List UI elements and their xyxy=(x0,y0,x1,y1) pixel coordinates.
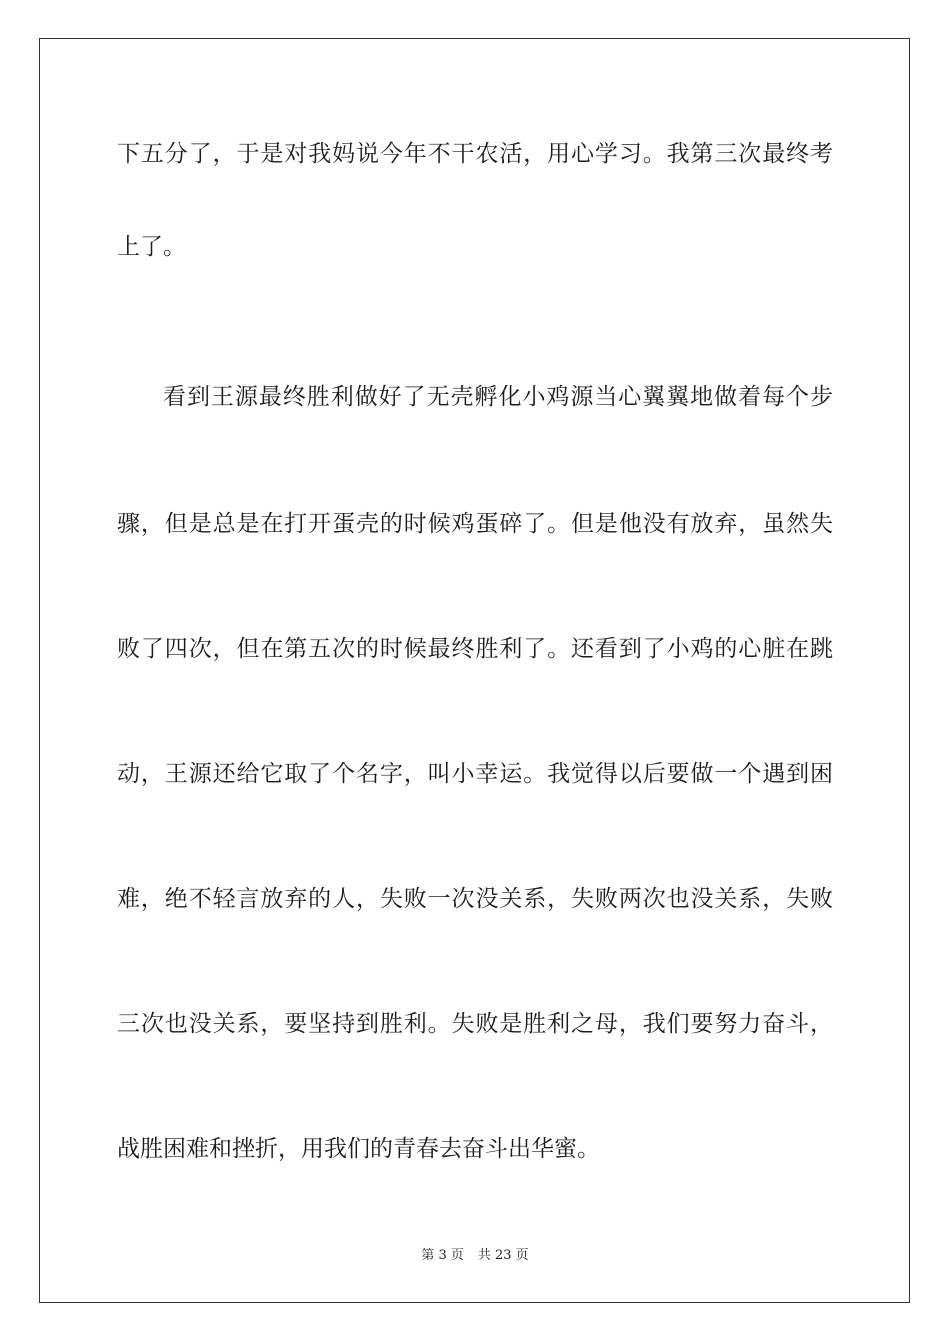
page-border xyxy=(39,38,910,1303)
paragraph-line: 动，王源还给它取了个名字，叫小幸运。我觉得以后要做一个遇到困 xyxy=(117,761,833,787)
paragraph-line: 上了。 xyxy=(117,234,186,260)
paragraph-line: 败了四次，但在第五次的时候最终胜利了。还看到了小鸡的心脏在跳 xyxy=(117,636,833,662)
paragraph-line: 下五分了，于是对我妈说今年不干农活，用心学习。我第三次最终考 xyxy=(117,141,833,167)
paragraph-line: 三次也没关系，要坚持到胜利。失败是胜利之母，我们要努力奋斗， xyxy=(117,1011,833,1037)
paragraph-line: 难，绝不轻言放弃的人，失败一次没关系，失败两次也没关系，失败 xyxy=(117,886,833,912)
page-footer xyxy=(0,1247,950,1265)
paragraph-line: 看到王源最终胜利做好了无壳孵化小鸡源当心翼翼地做着每个步 xyxy=(163,384,833,410)
page-total: 共 23 页 xyxy=(477,1248,529,1263)
page-number: 第 3 页 xyxy=(421,1248,464,1263)
paragraph-line: 骤，但是总是在打开蛋壳的时候鸡蛋碎了。但是他没有放弃，虽然失 xyxy=(117,511,833,537)
paragraph-line: 战胜困难和挫折，用我们的青春去奋斗出华蜜。 xyxy=(117,1136,600,1162)
